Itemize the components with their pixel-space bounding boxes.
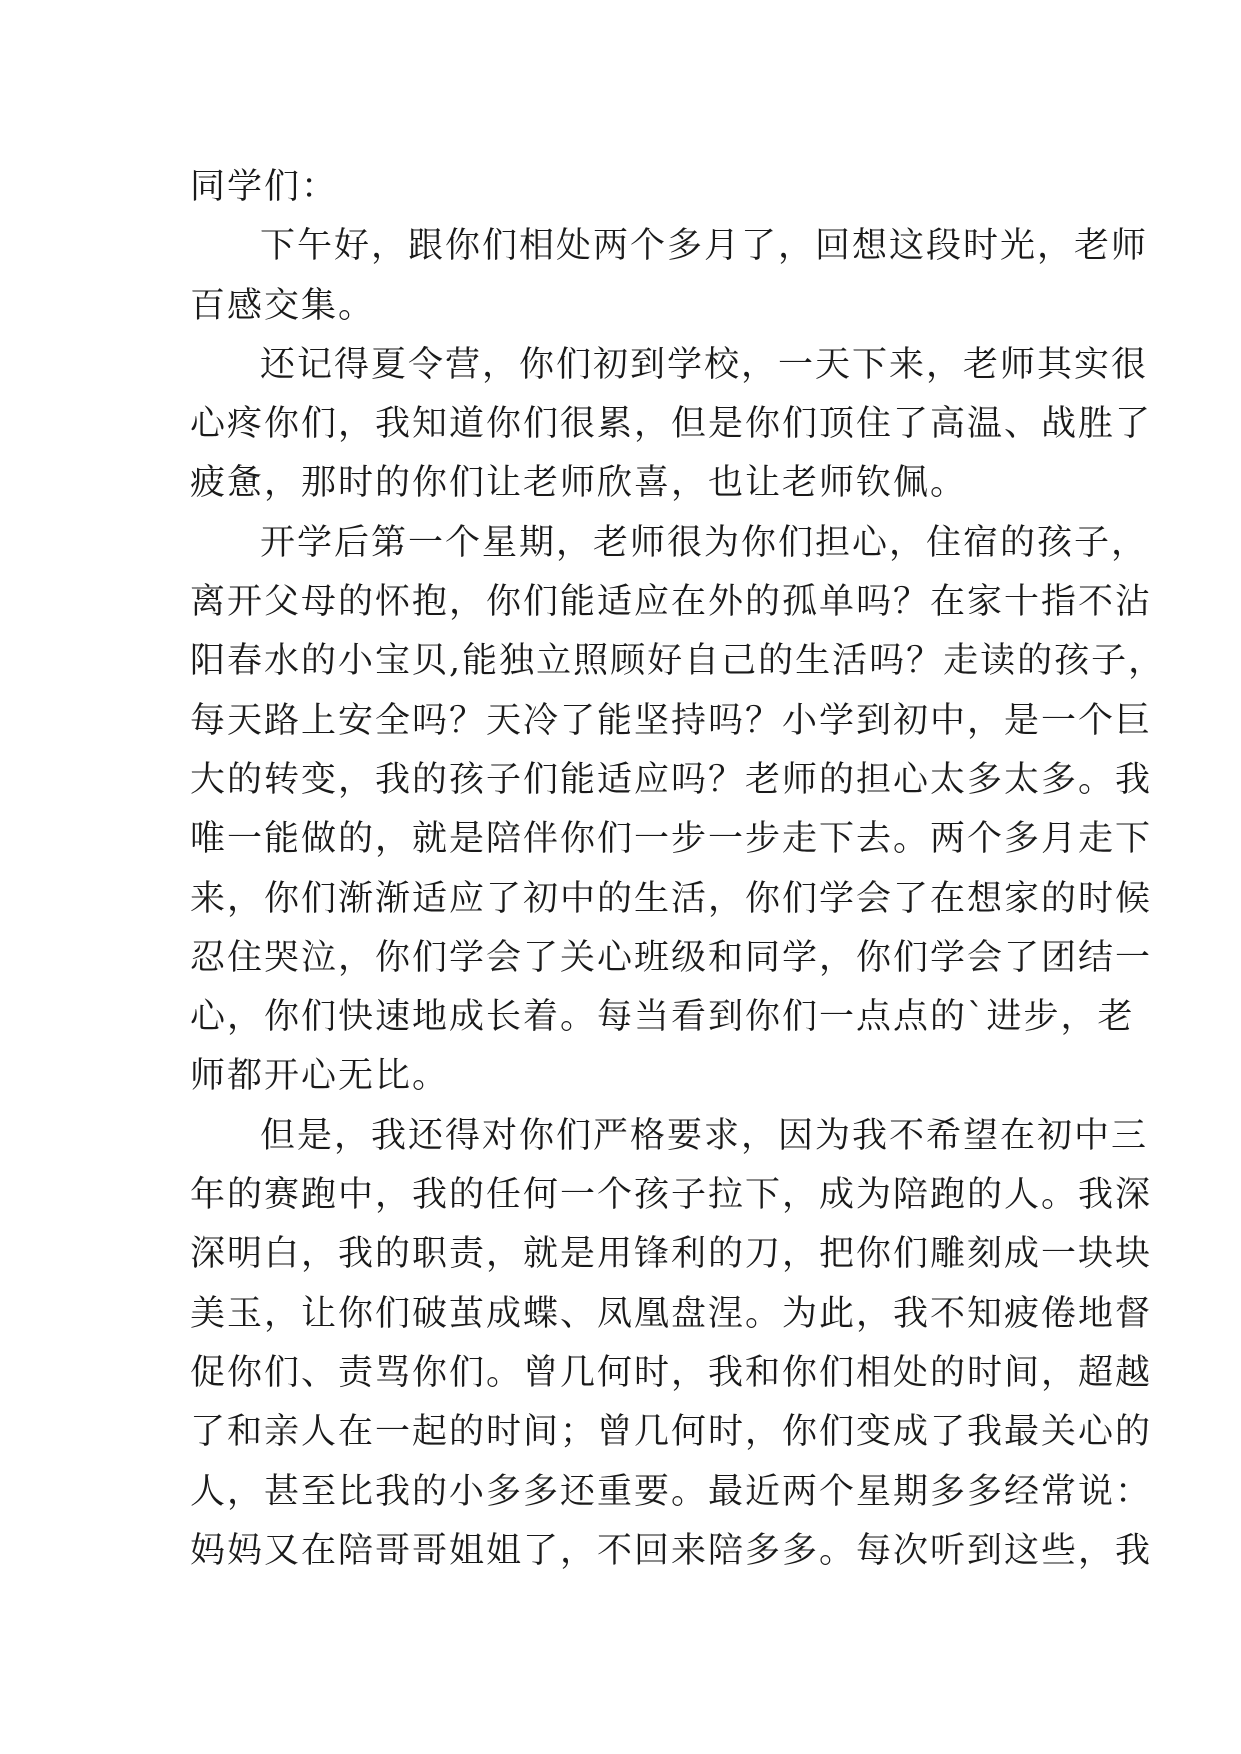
paragraph-line: 阳春水的小宝贝,能独立照顾好自己的生活吗？走读的孩子， [190, 641, 1166, 682]
paragraph-line: 心，你们快速地成长着。每当看到你们一点点的`进步，老 [190, 997, 1135, 1038]
line-text: 但是，我还得对你们严格要求，因为我不希望在初中三 [260, 1115, 1149, 1156]
paragraph-line: 唯一能做的，就是陪伴你们一步一步走下去。两个多月走下 [190, 819, 1153, 860]
paragraph-line: 妈妈又在陪哥哥姐姐了，不回来陪多多。每次听到这些，我 [190, 1530, 1153, 1571]
paragraph-line: 美玉，让你们破茧成蝶、凤凰盘涅。为此，我不知疲倦地督 [190, 1293, 1153, 1334]
paragraph-line: 师都开心无比。 [190, 1056, 450, 1097]
paragraph-line: 年的赛跑中，我的任何一个孩子拉下，成为陪跑的人。我深 [190, 1175, 1153, 1216]
document-body [190, 158, 1166, 1581]
paragraph-line: 人，甚至比我的小多多还重要。最近两个星期多多经常说： [190, 1471, 1153, 1512]
paragraph-line [190, 217, 1149, 276]
paragraph-line: 深明白，我的职责，就是用锋利的刀，把你们雕刻成一块块 [190, 1234, 1153, 1275]
paragraph-line: 百感交集。 [190, 285, 376, 326]
paragraph-3 [190, 514, 1166, 1107]
paragraph-line: 了和亲人在一起的时间；曾几何时，你们变成了我最关心的 [190, 1412, 1153, 1453]
paragraph-line: 促你们、责骂你们。曾几何时，我和你们相处的时间，超越 [190, 1352, 1153, 1393]
paragraph-line: 疲惫，那时的你们让老师欣喜，也让老师钦佩。 [190, 463, 968, 504]
paragraph-2 [190, 336, 1153, 514]
paragraph-line [190, 514, 1149, 573]
paragraph-line: 大的转变，我的孩子们能适应吗？老师的担心太多太多。我 [190, 759, 1153, 800]
paragraph-line [190, 1107, 1149, 1166]
paragraph-line: 来，你们渐渐适应了初中的生活，你们学会了在想家的时候 [190, 878, 1153, 919]
line-text: 开学后第一个星期，老师很为你们担心，住宿的孩子， [260, 522, 1149, 563]
paragraph-line [190, 336, 1149, 395]
line-text: 下午好，跟你们相处两个多月了，回想这段时光，老师 [260, 226, 1149, 267]
paragraph-4 [190, 1107, 1153, 1581]
line-text: 还记得夏令营，你们初到学校，一天下来，老师其实很 [260, 344, 1149, 385]
paragraph-line: 离开父母的怀抱，你们能适应在外的孤单吗？在家十指不沾 [190, 582, 1153, 623]
paragraph-line: 心疼你们，我知道你们很累，但是你们顶住了高温、战胜了 [190, 404, 1153, 445]
salutation: 同学们： [190, 167, 339, 207]
paragraph-line: 每天路上安全吗？天冷了能坚持吗？小学到初中，是一个巨 [190, 700, 1153, 741]
paragraph-1 [190, 217, 1149, 336]
paragraph-line: 忍住哭泣，你们学会了关心班级和同学，你们学会了团结一 [190, 937, 1153, 978]
